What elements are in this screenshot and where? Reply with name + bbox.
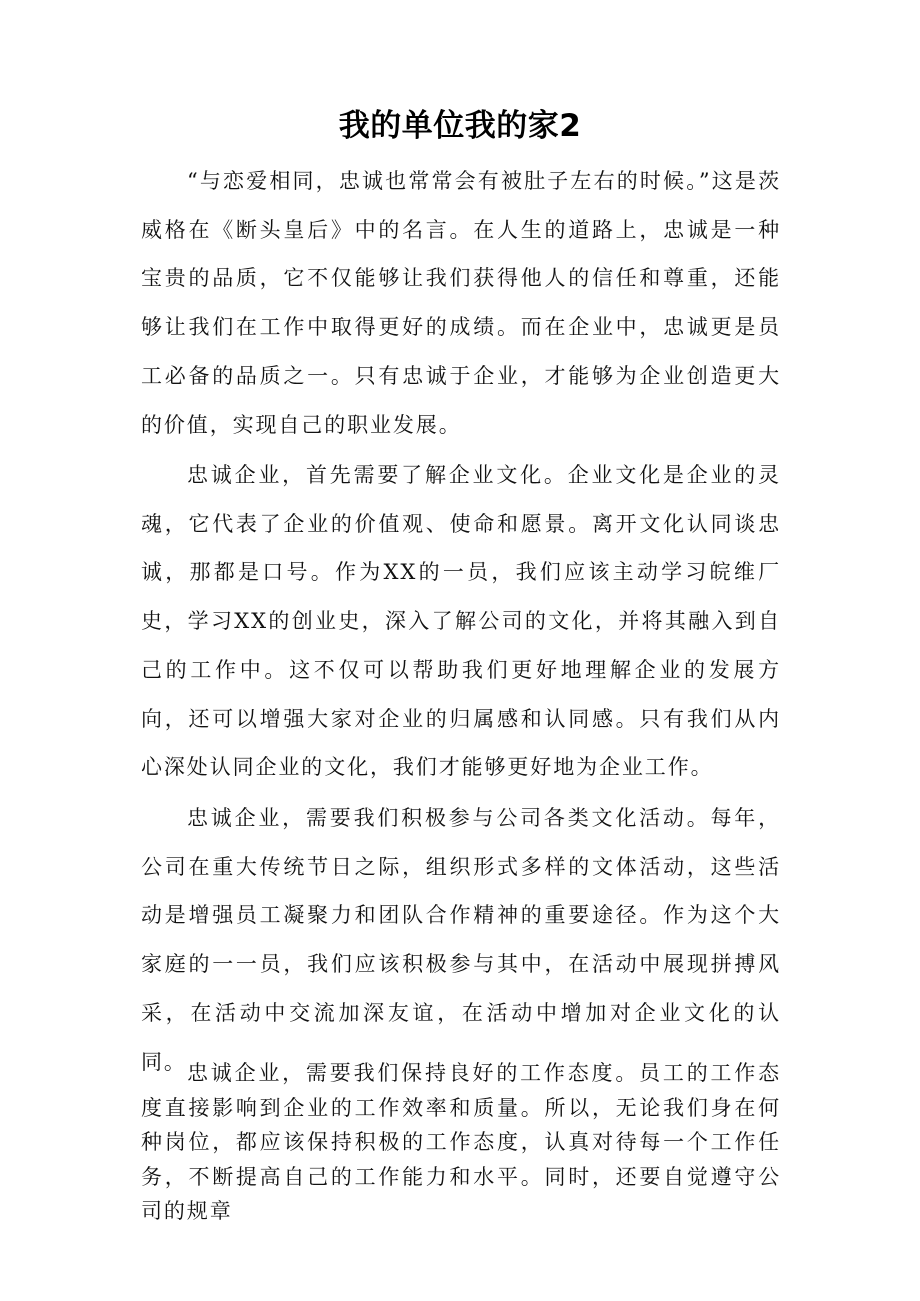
paragraph-3: 忠诚企业，需要我们积极参与公司各类文化活动。每年，公司在重大传统节日之际，组织形式多样的文体活动，这些活动是增强员工凝聚力和团队合作精神的重要途径。作为这个大家庭的一一员，我们应该积极参与其中，在活动中展现拼搏风采，在活动中交流加深友谊，在活动中增加对企业文化的认同。 <box>141 806 781 1074</box>
paragraph-4: 忠诚企业，需要我们保持良好的工作态度。员工的工作态度直接影响到企业的工作效率和质量。所以，无论我们身在何种岗位，都应该保持积极的工作态度，认真对待每一个工作任务，不断提高自己的工作能力和水平。同时，还要自觉遵守公司的规章 <box>141 1061 781 1223</box>
document-title: 我的单位我的家2 <box>338 108 582 144</box>
paragraph-2: 忠诚企业，首先需要了解企业文化。企业文化是企业的灵魂，它代表了企业的价值观、使命和愿景。离开文化认同谈忠诚，那都是口号。作为XX的一员，我们应该主动学习皖维厂史，学习XX的创业史，深入了解公司的文化，并将其融入到自己的工作中。这不仅可以帮助我们更好地理解企业的发展方向，还可以增强大家对企业的归属感和认同感。只有我们从内心深处认同企业的文化，我们才能够更好地为企业工作。 <box>141 463 781 780</box>
paragraph-1: “与恋爱相同，忠诚也常常会有被肚子左右的时候。”这是茨威格在《断头皇后》中的名言。在人生的道路上，忠诚是一种宝贵的品质，它不仅能够让我们获得他人的信任和尊重，还能够让我们在工作中取得更好的成绩。而在企业中，忠诚更是员工必备的品质之一。只有忠诚于企业，才能够为企业创造更大的价值，实现自己的职业发展。 <box>141 169 781 437</box>
